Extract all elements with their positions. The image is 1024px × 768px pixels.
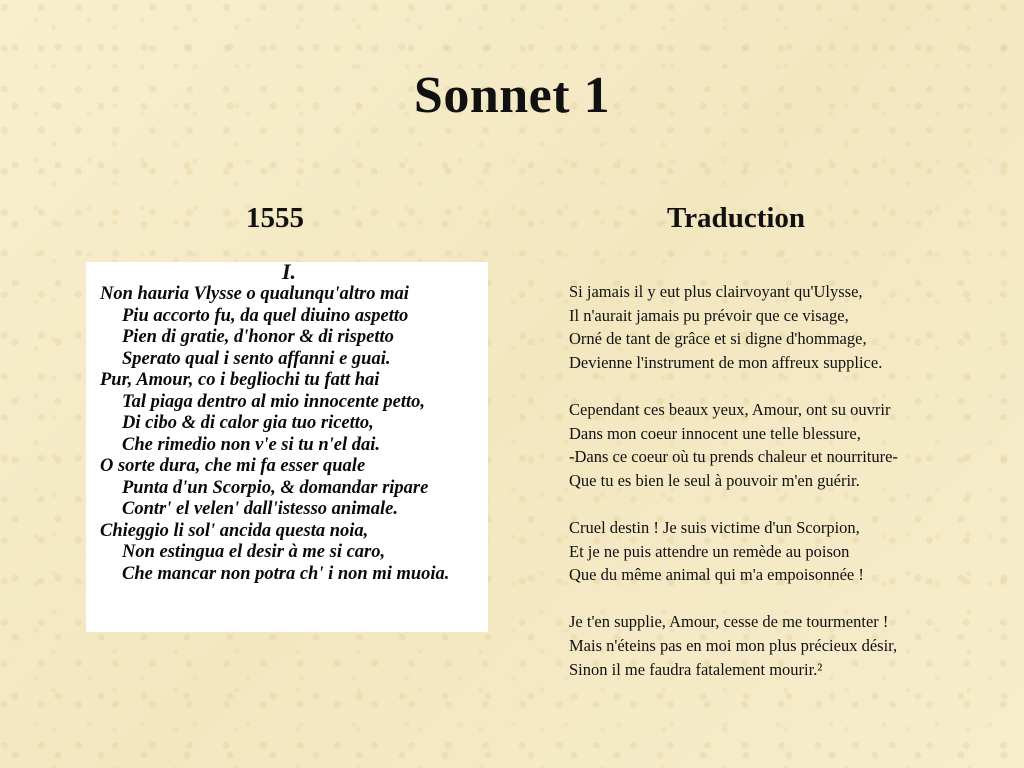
- stanza-3: [569, 516, 999, 587]
- stanza-2: [569, 398, 999, 492]
- original-line: Sperato qual i sento affanni e guai.: [122, 348, 391, 369]
- sonnet-number: I.: [282, 262, 297, 284]
- translation-line: Cependant ces beaux yeux, Amour, ont su ouvrir: [569, 399, 891, 419]
- translation-line: Cruel destin ! Je suis victime d'un Scorpion,: [569, 517, 860, 537]
- translation-line: Et je ne puis attendre un remède au poison: [569, 541, 850, 561]
- slide-title: Sonnet 1: [413, 67, 611, 124]
- original-line: Non hauria Vlysse o qualunqu'altro mai: [100, 284, 409, 304]
- translation-line: Orné de tant de grâce et si digne d'hommage,: [569, 329, 867, 349]
- translation-line: Il n'aurait jamais pu prévoir que ce visage,: [569, 305, 849, 325]
- french-translation: [569, 280, 999, 681]
- original-line: Che mancar non potra ch' i non mi muoia.: [122, 563, 450, 584]
- original-line: Pien di gratie, d'honor & di rispetto: [122, 327, 394, 347]
- original-line: Non estingua el desir à me si caro,: [122, 542, 386, 562]
- translation-line: Mais n'éteins pas en moi mon plus précieux désir,: [569, 635, 898, 655]
- translation-line: Que du même animal qui m'a empoisonnée !: [569, 565, 864, 585]
- original-line: Che rimedio non v'e si tu n'el dai.: [122, 434, 380, 455]
- stanza-1: [569, 280, 999, 374]
- translation-line: Dans mon coeur innocent une telle blessure,: [569, 423, 861, 443]
- original-line: Punta d'un Scorpio, & domandar ripare: [122, 477, 429, 498]
- translation-line: Sinon il me faudra fatalement mourir.²: [569, 659, 823, 679]
- stanza-4: [569, 610, 999, 681]
- translation-line: Que tu es bien le seul à pouvoir m'en guérir.: [569, 470, 860, 490]
- original-line: Contr' el velen' dall'istesso animale.: [122, 499, 398, 519]
- original-line: Tal piaga dentro al mio innocente petto,: [122, 391, 426, 412]
- translation-line: Si jamais il y eut plus clairvoyant qu'Ulysse,: [569, 282, 863, 301]
- original-line: Pur, Amour, co i begliochi tu fatt hai: [100, 370, 380, 390]
- translation-line: Je t'en supplie, Amour, cesse de me tourmenter !: [569, 612, 889, 632]
- original-verse: [100, 284, 488, 585]
- original-line: O sorte dura, che mi fa esser quale: [100, 456, 366, 476]
- original-line: Di cibo & di calor gia tuo ricetto,: [122, 413, 374, 433]
- translation-line: -Dans ce coeur où tu prends chaleur et nourriture-: [569, 447, 898, 467]
- original-line: Piu accorto fu, da quel diuino aspetto: [122, 305, 409, 326]
- translation-line: Devienne l'instrument de mon affreux supplice.: [569, 352, 883, 372]
- original-text-scan: [86, 262, 488, 632]
- original-line: Chieggio li sol' ancida questa noia,: [100, 520, 369, 541]
- translation-heading: Traduction: [667, 202, 806, 234]
- original-year-heading: 1555: [246, 202, 304, 234]
